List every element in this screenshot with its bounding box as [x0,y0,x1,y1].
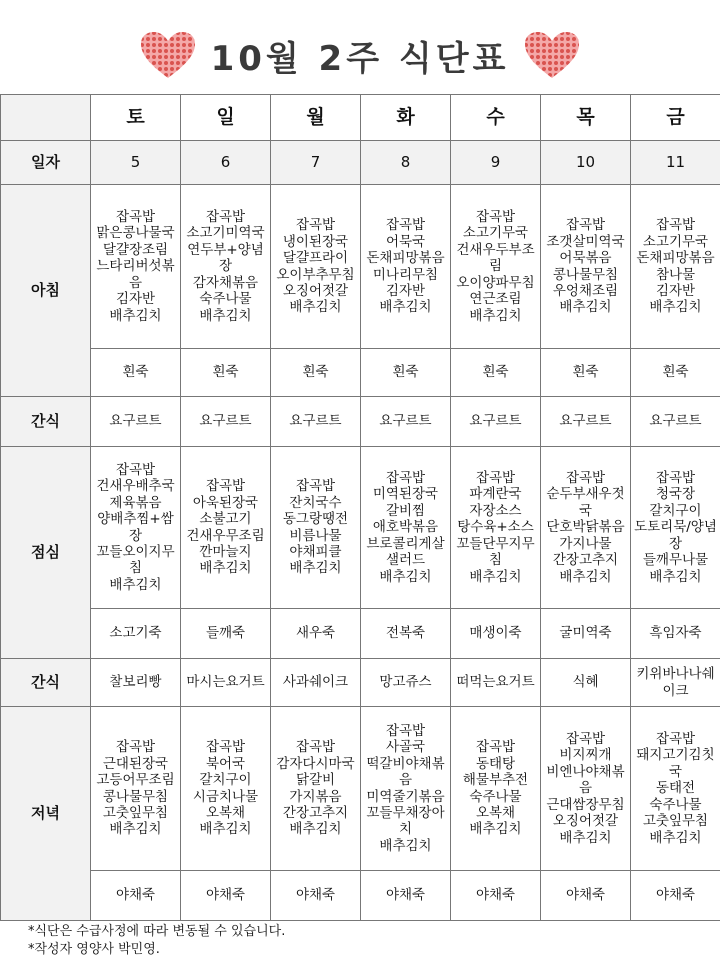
lunch-label [1,447,91,659]
dinner-porridge-cell-text: 야채죽 [295,887,336,904]
lunch-porridge-cell-text: 소고기죽 [109,625,162,642]
snack1-cell-text: 요구르트 [379,413,432,430]
date-cell [451,141,541,185]
lunch-menu-cell-text: 잡곡밥 아욱된장국 소불고기 건새우무조림 깐마늘지 배추김치 [186,478,265,577]
lunch-porridge-cell [631,609,720,659]
dinner-menu-cell [541,707,631,871]
breakfast-porridge-cell [631,349,720,397]
snack1-label [1,397,91,447]
breakfast-menu-cell [181,185,271,349]
date-label-text: 일자 [31,153,60,172]
day-header [541,95,631,141]
lunch-porridge-cell-text: 굴미역죽 [559,625,612,642]
snack2-cell [451,659,541,707]
day-header [631,95,720,141]
dinner-porridge-cell [541,871,631,921]
dinner-porridge-cell [451,871,541,921]
snack2-cell [541,659,631,707]
snack1-cell-text: 요구르트 [559,413,612,430]
breakfast-menu-cell [271,185,361,349]
lunch-menu-cell [361,447,451,609]
snack1-cell [181,397,271,447]
lunch-menu-cell-text: 잡곡밥 잔치국수 동그랑땡전 비름나물 야채피클 배추김치 [282,478,349,577]
dinner-porridge-cell [631,871,720,921]
snack1-cell-text: 요구르트 [109,413,162,430]
snack2-cell-text: 찰보리빵 [109,674,162,691]
day-header [451,95,541,141]
dinner-menu-cell [181,707,271,871]
snack1-cell-text: 요구르트 [289,413,342,430]
breakfast-porridge-cell [451,349,541,397]
lunch-main-row [1,447,720,609]
date-cell-text: 6 [220,153,231,172]
lunch-porridge-cell [91,609,181,659]
breakfast-porridge-cell-text: 흰죽 [122,364,149,381]
breakfast-porridge-cell-text: 흰죽 [212,364,239,381]
breakfast-label [1,185,91,397]
lunch-porridge-cell [451,609,541,659]
snack2-cell-text: 떠먹는요거트 [456,674,535,691]
lunch-porridge-cell [361,609,451,659]
title-bar [0,22,720,88]
day-header [271,95,361,141]
dinner-porridge-cell-text: 야채죽 [475,887,516,904]
day-header-text: 목 [576,106,595,129]
snack2-cell-text: 망고쥬스 [379,674,432,691]
lunch-porridge-cell-text: 들깨죽 [205,625,246,642]
snack1-cell [451,397,541,447]
lunch-menu-cell [631,447,720,609]
lunch-menu-cell-text: 잡곡밥 파계란국 자장소스 탕수육+소스 꼬들단무지무침 배추김치 [456,470,535,585]
breakfast-menu-cell [541,185,631,349]
day-header-text: 화 [396,106,415,129]
lunch-porridge-cell-text: 새우죽 [295,625,336,642]
snack1-cell [361,397,451,447]
dinner-menu-cell-text: 잡곡밥 비지찌개 비엔나야채볶음 근대쌈장무침 오징어젓갈 배추김치 [546,731,625,846]
lunch-porridge-cell [541,609,631,659]
dinner-menu-cell-text: 잡곡밥 북어국 갈치구이 시금치나물 오복채 배추김치 [192,739,259,838]
note-supply: *식단은 수급사정에 따라 변동될 수 있습니다. [28,924,286,939]
snack2-cell [361,659,451,707]
date-row [1,141,720,185]
snack2-row [1,659,720,707]
breakfast-porridge-cell-text: 흰죽 [392,364,419,381]
date-cell-text: 5 [130,153,141,172]
day-header-text: 토 [126,106,145,129]
lunch-porridge-cell [181,609,271,659]
date-cell-text: 7 [310,153,321,172]
lunch-porridge-cell-text: 매생이죽 [469,625,522,642]
breakfast-menu-cell-text: 잡곡밥 소고기미역국 연두부+양념장 감자채볶음 숙주나물 배추김치 [186,209,265,324]
date-cell [181,141,271,185]
dinner-label [1,707,91,921]
breakfast-porridge-cell [271,349,361,397]
dinner-menu-cell-text: 잡곡밥 돼지고기김칫국 동태전 숙주나물 고춧잎무침 배추김치 [636,731,715,846]
lunch-menu-cell-text: 잡곡밥 순두부새우젓국 단호박닭볶음 가지나물 간장고추지 배추김치 [546,470,625,585]
dinner-porridge-cell [271,871,361,921]
day-header-text: 수 [486,106,505,129]
breakfast-porridge-cell-text: 흰죽 [482,364,509,381]
date-cell-text: 8 [400,153,411,172]
snack1-row [1,397,720,447]
breakfast-menu-cell-text: 잡곡밥 어묵국 돈채피망볶음 미나리무침 김자반 배추김치 [366,217,445,316]
dinner-porridge-cell-text: 야채죽 [655,887,696,904]
heart-icon [139,30,197,80]
breakfast-menu-cell [631,185,720,349]
breakfast-porridge-row [1,349,720,397]
breakfast-porridge-cell [361,349,451,397]
snack1-label-text: 간식 [31,412,60,431]
lunch-menu-cell [541,447,631,609]
breakfast-porridge-cell [541,349,631,397]
day-header [181,95,271,141]
day-header-text: 일 [216,106,235,129]
snack2-cell-text: 식혜 [572,674,599,691]
breakfast-porridge-cell-text: 흰죽 [572,364,599,381]
dinner-porridge-cell-text: 야채죽 [115,887,156,904]
lunch-menu-cell [181,447,271,609]
breakfast-porridge-cell [91,349,181,397]
breakfast-porridge-cell-text: 흰죽 [662,364,689,381]
dinner-porridge-cell [361,871,451,921]
dinner-menu-cell [271,707,361,871]
menu-table [0,94,720,921]
snack2-cell [181,659,271,707]
breakfast-porridge-cell-text: 흰죽 [302,364,329,381]
day-header-text: 월 [306,106,325,129]
note-author: *작성자 영양사 박민영. [28,942,160,957]
lunch-porridge-cell [271,609,361,659]
snack1-cell [631,397,720,447]
dinner-porridge-cell [91,871,181,921]
snack2-cell [271,659,361,707]
snack2-cell [631,659,720,707]
lunch-porridge-cell-text: 전복죽 [385,625,426,642]
breakfast-menu-cell-text: 잡곡밥 소고기무국 돈채피망볶음 참나물 김자반 배추김치 [636,217,715,316]
snack2-label [1,659,91,707]
dinner-menu-cell [361,707,451,871]
dinner-porridge-cell-text: 야채죽 [205,887,246,904]
date-cell-text: 9 [490,153,501,172]
breakfast-menu-cell-text: 잡곡밥 맑은콩나물국 달걀장조림 느타리버섯볶음 김자반 배추김치 [96,209,175,324]
snack1-cell-text: 요구르트 [649,413,702,430]
breakfast-porridge-cell [181,349,271,397]
day-header [91,95,181,141]
date-cell [271,141,361,185]
dinner-porridge-cell-text: 야채죽 [385,887,426,904]
snack2-cell-text: 키위바나나쉐이크 [636,666,715,699]
lunch-label-text: 점심 [31,543,60,562]
dinner-label-text: 저녁 [31,804,60,823]
lunch-menu-cell [271,447,361,609]
breakfast-menu-cell [451,185,541,349]
dinner-porridge-row [1,871,720,921]
dinner-menu-cell-text: 잡곡밥 감자다시마국 닭갈비 가지볶음 간장고추지 배추김치 [276,739,355,838]
dinner-menu-cell [631,707,720,871]
breakfast-menu-cell-text: 잡곡밥 냉이된장국 달걀프라이 오이부추무침 오징어젓갈 배추김치 [276,217,355,316]
breakfast-main-row [1,185,720,349]
snack2-label-text: 간식 [31,673,60,692]
snack1-cell [541,397,631,447]
heart-icon [523,30,581,80]
breakfast-label-text: 아침 [31,281,60,300]
dinner-main-row [1,707,720,871]
snack2-cell-text: 사과쉐이크 [282,674,349,691]
breakfast-menu-cell [91,185,181,349]
dinner-menu-cell [91,707,181,871]
dinner-menu-cell-text: 잡곡밥 동태탕 해물부추전 숙주나물 오복채 배추김치 [462,739,529,838]
page-title: 10월 2주 식단표 [210,38,510,79]
lunch-menu-cell-text: 잡곡밥 건새우배추국 제육볶음 양배추찜+쌈장 꼬들오이지무침 배추김치 [96,461,175,593]
header-row [1,95,720,141]
day-header-text: 금 [666,106,685,129]
snack2-cell-text: 마시는요거트 [186,674,265,691]
snack1-cell [91,397,181,447]
lunch-menu-cell-text: 잡곡밥 미역된장국 갈비찜 애호박볶음 브로콜리게살샐러드 배추김치 [366,470,445,585]
dinner-menu-cell-text: 잡곡밥 사골국 떡갈비야채볶음 미역줄기볶음 꼬들무채장아치 배추김치 [366,722,445,854]
lunch-porridge-cell-text: 흑임자죽 [649,625,702,642]
date-label [1,141,91,185]
date-cell-text: 11 [665,153,686,172]
dinner-porridge-cell [181,871,271,921]
date-cell [361,141,451,185]
dinner-porridge-cell-text: 야채죽 [565,887,606,904]
lunch-menu-cell-text: 잡곡밥 청국장 갈치구이 도토리묵/양념장 들깨무나물 배추김치 [634,470,717,585]
breakfast-menu-cell-text: 잡곡밥 조갯살미역국 어묵볶음 콩나물무침 우엉채조림 배추김치 [546,217,625,316]
snack1-cell [271,397,361,447]
dinner-menu-cell [451,707,541,871]
date-cell [541,141,631,185]
snack1-cell-text: 요구르트 [469,413,522,430]
corner-cell [1,95,91,141]
date-cell [91,141,181,185]
breakfast-menu-cell-text: 잡곡밥 소고기무국 건새우두부조림 오이양파무침 연근조림 배추김치 [456,209,535,324]
day-header [361,95,451,141]
breakfast-menu-cell [361,185,451,349]
snack1-cell-text: 요구르트 [199,413,252,430]
date-cell [631,141,720,185]
dinner-menu-cell-text: 잡곡밥 근대된장국 고등어무조림 콩나물무침 고춧잎무침 배추김치 [96,739,175,838]
snack2-cell [91,659,181,707]
lunch-menu-cell [451,447,541,609]
date-cell-text: 10 [575,153,596,172]
lunch-menu-cell [91,447,181,609]
lunch-porridge-row [1,609,720,659]
